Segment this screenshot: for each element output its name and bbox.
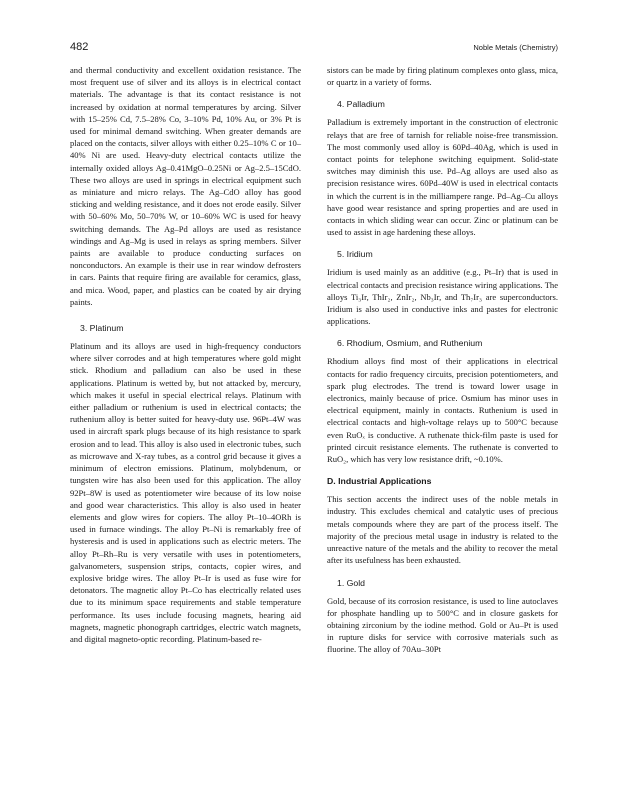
- heading-rhodium-osmium-ruthenium: 6. Rhodium, Osmium, and Ruthenium: [337, 338, 483, 349]
- paragraph-resistors: sistors can be made by firing platinum complexes onto glass, mica, or quartz in a variety of forms.: [327, 65, 558, 88]
- heading-palladium: 4. Palladium: [337, 99, 385, 110]
- paragraph-rhodium: Rhodium alloys find most of their applications in electrical contacts for radio frequency circuits, precision potentiometers, and spark plug electrodes. The trend is toward lower usage in electronics, mainly because of price. Osmium has minor uses in electrical equipment, mainly in contacts. Ruthenium is used in electrical contacts and high-voltage relays up to 500°C because even RuOₓ is conductive. A ruthenate thick-film paste is used for printed circuit resistance elements. The ruthenate is converted to RuO₂, which has very low resistance drift, ~0.10%.: [327, 356, 558, 465]
- paragraph-palladium: Palladium is extremely important in the construction of electronic relays that are free of tarnish for reliable noise-free transmission. The most commonly used alloy is 60Pd–40Ag, which is used in contact points for telephone switching equipment. Solid-state switches may diminish this use. Pd–Ag alloys are used also as precision resistance wires. 60Pd–40W is used in electrical contacts in which the current is in the milliampere range. Pd–Ag–Cu alloys have good wear resistance and spring properties and are used in contacts in which sliding wear can occur. Zinc or platinum can be used to assist in age hardening these alloys.: [327, 117, 558, 238]
- right-column: [327, 64, 558, 656]
- running-head: Noble Metals (Chemistry): [473, 43, 558, 52]
- heading-platinum: 3. Platinum: [80, 323, 124, 334]
- heading-industrial-applications: D. Industrial Applications: [327, 476, 432, 487]
- page-number: 482: [70, 41, 89, 53]
- paragraph-iridium: Iridium is used mainly as an additive (e.g., Pt–Ir) that is used in electrical contacts and precision resistance wiring applications. The alloys Ti₃Ir, ThIr₂, ZnIr₂, Nb₃Ir, and Th₇Ir₃ are superconductors. Iridium is also used in conductive inks and pastes for electronic applications.: [327, 267, 558, 327]
- paragraph-industrial: This section accents the indirect uses of the noble metals in industry. This excludes chemical and catalytic uses of precious metals compounds where they are part of the process itself. The majority of the precious metal usage in industry is related to the unreactive nature of the metals and the ability to recover the metal after its usefulness has been exhausted.: [327, 494, 558, 566]
- left-column: [70, 64, 301, 645]
- heading-iridium: 5. Iridium: [337, 249, 373, 260]
- paragraph-gold: Gold, because of its corrosion resistance, is used to line autoclaves for phosphate handling up to 500°C and in closure gaskets for obtaining zirconium by the iodine method. Gold or Au–Pt is used in rupture disks for service with corrosive materials such as fluorine. The alloy of 70Au–30Pt: [327, 595, 558, 655]
- paragraph-silver: and thermal conductivity and excellent oxidation resistance. The most frequent use of silver and its alloys is in electrical contact materials. The advantage is that its contact resistance is not increased by oxidation at normal temperatures by arcing. Silver with 15–25% Cd, 7.5–28% Co, 3–10% Pd, 10% Au, or 3% Pt is used for minimal demand switching. When greater demands are placed on the contacts, silver alloys with either 0.25–10% C or 10–40% Ni are used. Heavy-duty electrical contacts utilize the internally oxided alloys Ag–0.41MgO–0.25Ni or Ag–2.5–15CdO. These two alloys are used in springs in electrical equipment such as miniature and micro relays. The Ag–CdO alloy has good sticking and welding resistance, and it does not erode easily. Silver with 50–60% Mo, 50–70% W, or 10–60% WC is used for heavy switching demands. The Ag–Pd alloys are used as resistance windings and Ag–Mg is used in relays as spring members. Silver paints are available to produce conducting surfaces on nonconductors. An example is their use in rear window defrosters in cars. Paints that require firing are available for ceramics, glass, and mica. Wood, paper, and plastics can be coated by air drying paints.: [70, 65, 301, 307]
- heading-gold: 1. Gold: [337, 577, 366, 588]
- paragraph-platinum: Platinum and its alloys are used in high-frequency conductors where silver corrodes and at high temperatures where gold might stick. Rhodium and palladium can also be used in these applications. Platinum is wetted by, but not attacked by, mercury, which makes it useful in special electrical relays. Platinum with either palladium or ruthenium is used in electrical contacts; the ruthenium alloy is better suited for heavy-duty use. 96Pt–4W was used in aircraft spark plugs because of its high resistance to spark erosion and to lead. This alloy is also used in electronic tubes, such as microwave and X-ray tubes, as a control grid because it gives a minimum of electron emissions. Platinum, molybdenum, or tungsten wire has also been used for this application. The alloy 92Pt–8W is used as potentiometer wire because of its low noise and good wear characteristics. This alloy is also used in heater elements and glow wires for copiers. The alloy Pt–10–4ORh is used in furnace windings. The alloy Pt–Ni is remarkably free of hysteresis and is used in applications such as electric meters. The alloy Pt–Rh–Ru is very versatile with uses in potentiometers, galvanometers, suspension strips, contacts, copier wires, and explosive bridge wires. The alloy Pt–Ir is used as fuse wire for detonators. The magnetic alloy Pt–Co has electrically related uses due to its minimum space requirements and stable temperature performance. Its uses include focusing magnets, hearing aid magnets, magnetic phonograph cartridges, electric watch magnets, and digital magneto-optic recording. Platinum-based re-: [70, 341, 301, 644]
